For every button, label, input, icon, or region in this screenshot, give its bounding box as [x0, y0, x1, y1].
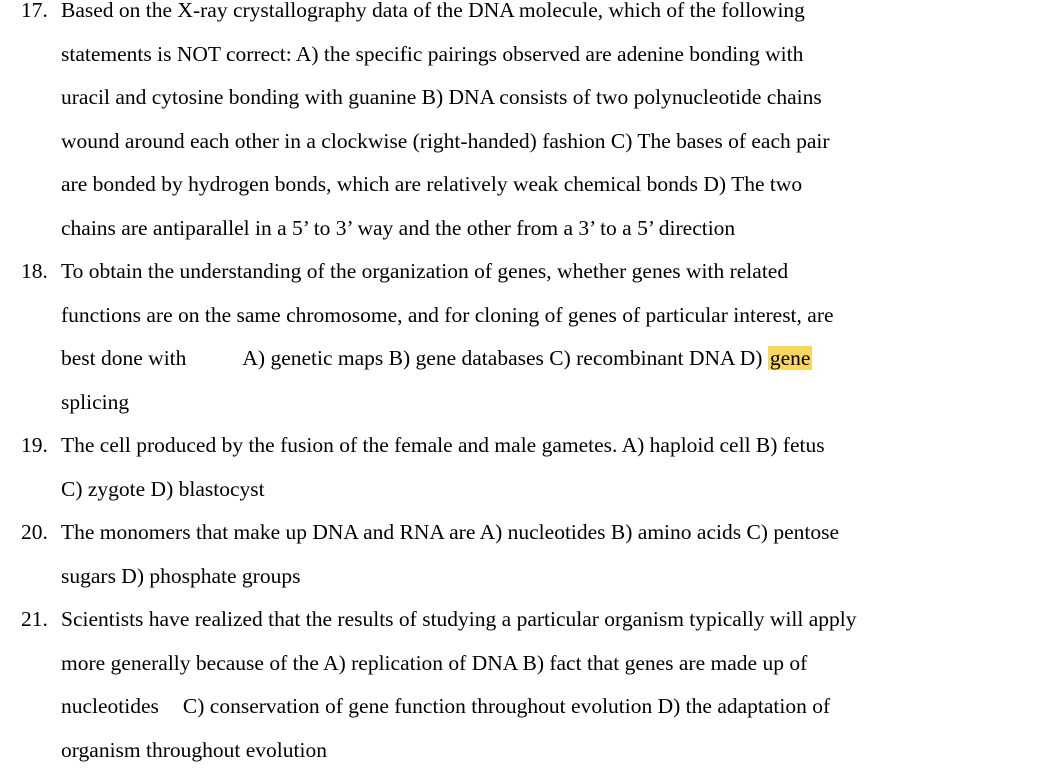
- question-text-fragment: best done with: [61, 346, 187, 370]
- question-text-line: splicing: [61, 389, 130, 414]
- answer-options: C) conservation of gene function throughout evolution D) the adaptation of: [182, 694, 831, 718]
- answer-options: A) genetic maps B) gene databases C) recombinant DNA D): [242, 346, 768, 370]
- question-number: 20.: [21, 520, 48, 544]
- question-text-line: more generally because of the A) replication of DNA B) fact that genes are made up of: [61, 650, 808, 675]
- question-text-line: sugars D) phosphate groups: [61, 563, 301, 588]
- question-21: [0, 598, 1038, 772]
- question-text-line: wound around each other in a clockwise (right-handed) fashion C) The bases of each pair: [61, 128, 830, 153]
- question-text-line: Based on the X-ray crystallography data of the DNA molecule, which of the following: [61, 0, 805, 22]
- question-19: [0, 424, 1038, 511]
- question-text-line: functions are on the same chromosome, and for cloning of genes of particular interest, are: [61, 302, 834, 327]
- question-text-line: Scientists have realized that the results of studying a particular organism typically will apply: [61, 607, 857, 631]
- question-number: 21.: [21, 607, 48, 631]
- question-text-line: C) zygote D) blastocyst: [61, 476, 265, 501]
- question-number: 18.: [21, 259, 48, 283]
- question-text-line: organism throughout evolution: [61, 737, 327, 762]
- question-text-line: [61, 685, 998, 729]
- question-text-line: chains are antiparallel in a 5’ to 3’ way and the other from a 3’ to a 5’ direction: [61, 215, 736, 240]
- question-text-line: The cell produced by the fusion of the female and male gametes. A) haploid cell B) fetus: [61, 433, 825, 457]
- question-text-line: The monomers that make up DNA and RNA are A) nucleotides B) amino acids C) pentose: [61, 520, 840, 544]
- question-number: 17.: [21, 0, 48, 22]
- highlighted-text: gene: [769, 346, 811, 370]
- question-text-line: uracil and cytosine bonding with guanine B) DNA consists of two polynucleotide chains: [61, 85, 822, 109]
- question-text-fragment: nucleotides: [61, 694, 159, 718]
- question-20: [0, 511, 1038, 598]
- question-text-line: To obtain the understanding of the organization of genes, whether genes with related: [61, 259, 789, 283]
- question-text-line: [61, 337, 998, 381]
- question-18: [0, 250, 1038, 424]
- question-text-line: are bonded by hydrogen bonds, which are relatively weak chemical bonds D) The two: [61, 172, 803, 196]
- question-number: 19.: [21, 433, 48, 457]
- question-17: [0, 0, 1038, 250]
- question-text-line: statements is NOT correct: A) the specific pairings observed are adenine bonding with: [61, 41, 804, 66]
